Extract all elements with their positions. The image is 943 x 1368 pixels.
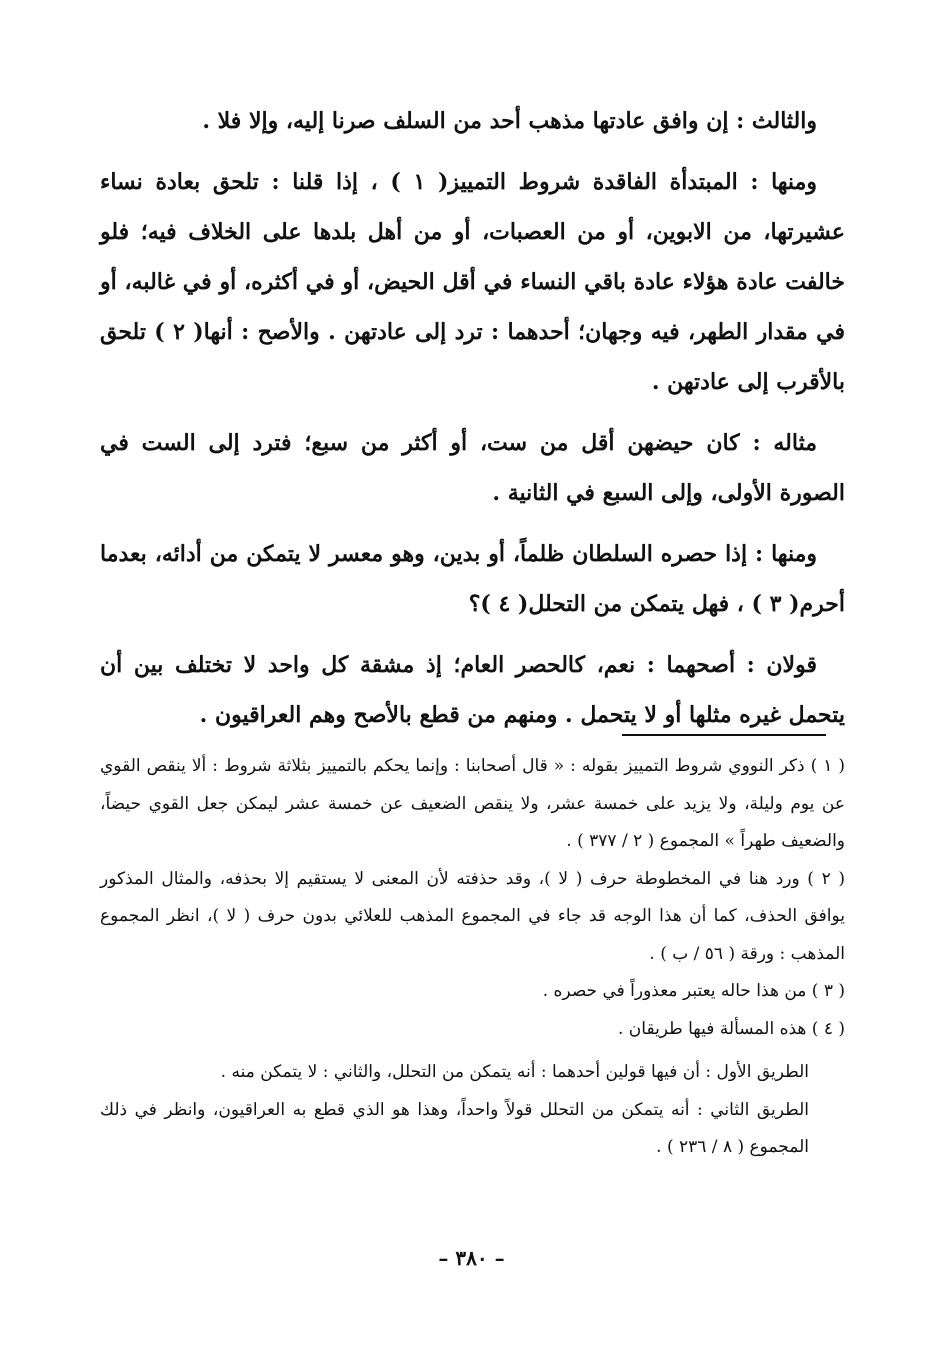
footnote-3: ( ٣ ) من هذا حاله يعتبر معذوراً في حصره . xyxy=(542,981,845,1001)
footnote-4-second-path: الطريق الثاني : أنه يتمكن من التحلل قولاً واحداً، وهذا هو الذي قطع به العراقيون، وانظر في ذلك المجموع ( ٨ / ٢٣٦ ) . xyxy=(100,1099,809,1157)
page-number: – ٣٨٠ – xyxy=(438,1246,505,1270)
footnote-4: ( ٤ ) هذه المسألة فيها طريقان . xyxy=(618,1018,845,1039)
footnote-separator xyxy=(622,734,826,736)
paragraph-example: مثاله : كان حيضهن أقل من ست، أو أكثر من سبع؛ فترد إلى الست في الصورة الأولى، وإلى السبع في الثانية . xyxy=(100,430,845,506)
paragraph-mubtadaa: ومنها : المبتدأة الفاقدة شروط التمييز( ١ ) ، إذا قلنا : تلحق بعادة نساء عشيرتها، من الابوين، أو من العصبات، أو من أهل بلدها على الخلاف فيه؛ فلو خالفت عادة هؤلاء عادة باقي النساء في أقل الحيض، أو في أكثره، أو في غالبه، أو في مقدار الطهر، فيه وجهان؛ أحدهما : ترد إلى عادتهن . والأصح : أنها( ٢ ) تلحق بالأقرب إلى عادتهن . xyxy=(100,169,846,395)
footnote-2: ( ٢ ) ورد هنا في المخطوطة حرف ( لا )، وقد حذفته لأن المعنى لا يستقيم إلا بحذفه، والمثال المذكور يوافق الحذف، كما أن هذا الوجه قد جاء في المجموع المذهب للعلائي بدون حرف ( لا )، انظر المجموع المذهب : ورقة ( ٥٦ / ب ) . xyxy=(100,868,845,964)
footnotes xyxy=(100,748,845,1167)
paragraph-hasr: ومنها : إذا حصره السلطان ظلماً، أو بدين، وهو معسر لا يتمكن من أدائه، بعدما أحرم( ٣ ) ، فهل يتمكن من التحلل( ٤ )؟ xyxy=(100,541,845,617)
footnote-1: ( ١ ) ذكر النووي شروط التمييز بقوله : « قال أصحابنا : وإنما يحكم بالتمييز بثلاثة شروط : ألا ينقص القوي عن يوم وليلة، ولا يزيد على خمسة عشر، ولا ينقص الضعيف عن خمسة عشر ليمكن جعل القوي حيضاً، والضعيف طهراً » المجموع ( ٢ / ٣٧٧ ) . xyxy=(100,756,845,851)
footnote-4-first-path: الطريق الأول : أن فيها قولين أحدهما : أنه يتمكن من التحلل، والثاني : لا يتمكن منه . xyxy=(220,1062,809,1082)
main-text xyxy=(100,96,845,751)
paragraph-third-opinion: والثالث : إن وافق عادتها مذهب أحد من السلف صرنا إليه، وإلا فلا . xyxy=(202,108,817,134)
paragraph-two-opinions: قولان : أصحهما : نعم، كالحصر العام؛ إذ مشقة كل واحد لا تختلف بين أن يتحمل غيره مثلها أو لا يتحمل . ومنهم من قطع بالأصح وهم العراقيون . xyxy=(100,652,845,728)
